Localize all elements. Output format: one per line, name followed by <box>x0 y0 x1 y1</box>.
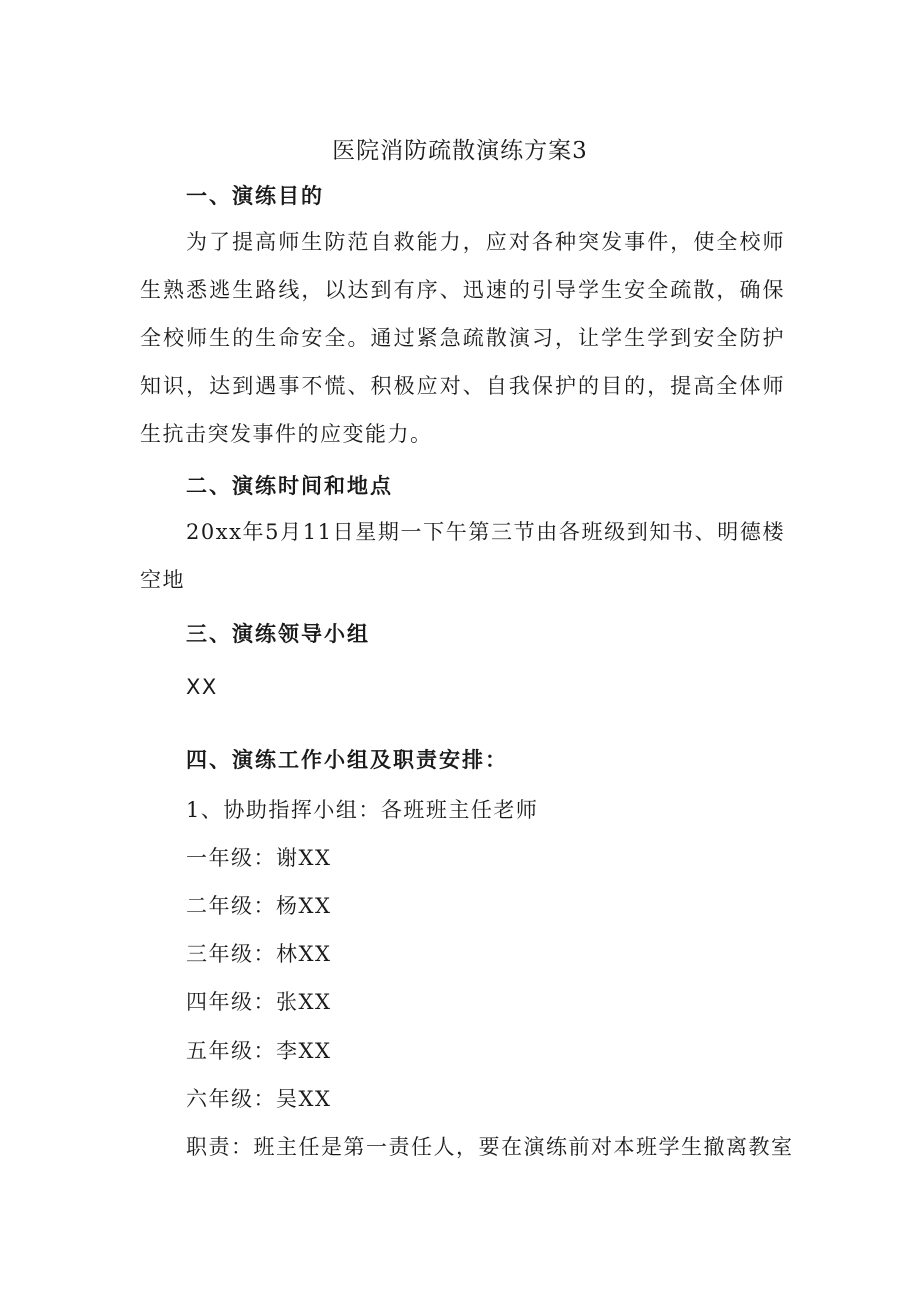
section-subheading-assist-group: 1、协助指挥小组：各班班主任老师 <box>186 798 539 822</box>
section-heading-purpose: 一、演练目的 <box>186 183 324 208</box>
section-heading-leadership: 三、演练领导小组 <box>186 621 370 646</box>
section-body-purpose: 为了提高师生防范自救能力，应对各种突发事件，使全校师生熟悉逃生路线，以达到有序、迅速的引导学生安全疏散，确保全校师生的生命安全。通过紧急疏散演习，让学生学到安全防护知识，达到遇事不慌、积极应对、自我保护的目的，提高全体师生抗击突发事件的应变能力。 <box>140 230 785 446</box>
grade-assignment: 五年级：李XX <box>186 1039 332 1063</box>
grade-assignment: 三年级：林XX <box>186 942 332 966</box>
section-body-time-place: 20xx年5月11日星期一下午第三节由各班级到知书、明德楼空地 <box>140 520 785 592</box>
section-heading-time-place: 二、演练时间和地点 <box>186 473 393 498</box>
grade-assignment: 六年级：吴XX <box>186 1087 332 1111</box>
duty-text: 职责：班主任是第一责任人，要在演练前对本班学生撤离教室 <box>186 1135 794 1159</box>
section-body-leadership: XX <box>186 675 218 699</box>
grade-assignment: 二年级：杨XX <box>186 894 332 918</box>
grade-assignment: 一年级：谢XX <box>186 846 332 870</box>
document-title: 医院消防疏散演练方案3 <box>332 138 588 164</box>
grade-assignment: 四年级：张XX <box>186 990 332 1014</box>
section-heading-working-groups: 四、演练工作小组及职责安排： <box>186 747 508 772</box>
